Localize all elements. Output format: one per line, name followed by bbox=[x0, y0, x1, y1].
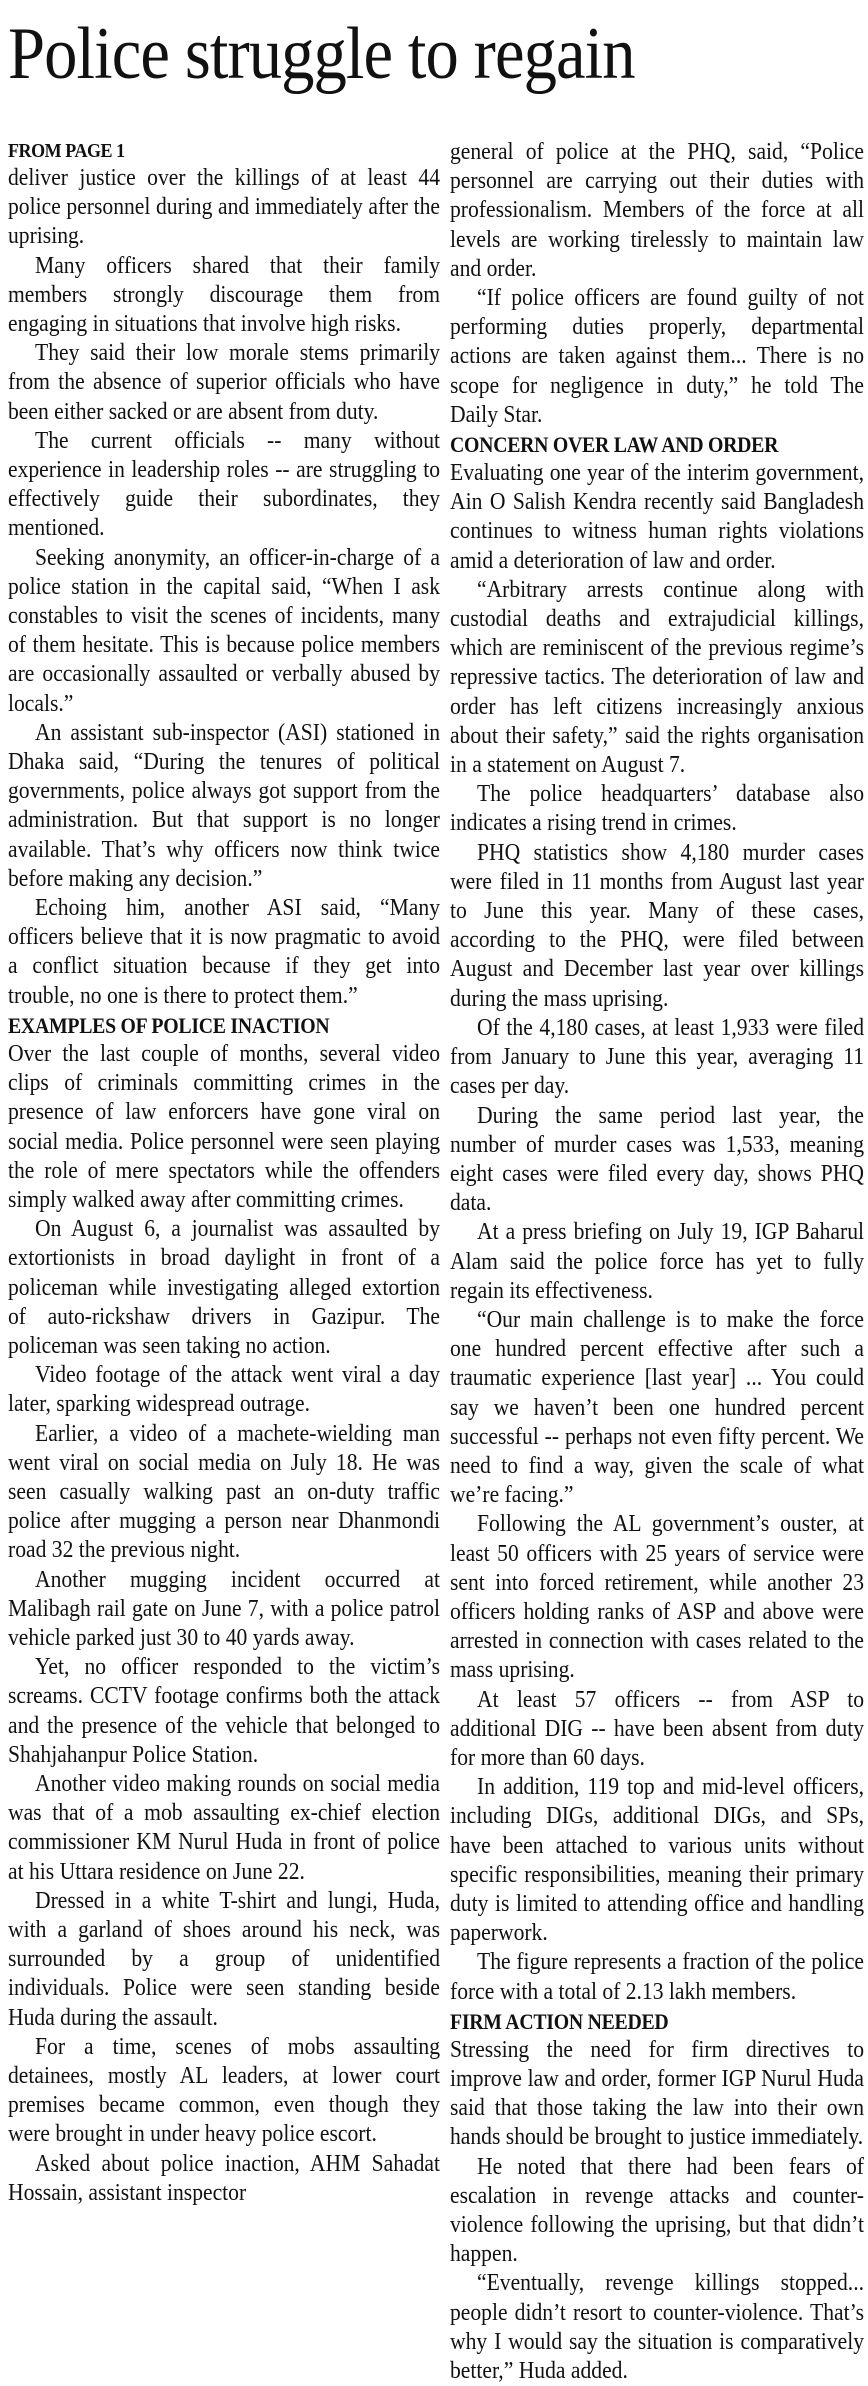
article-paragraph: The figure represents a fraction of the police force with a total of 2.13 lakh members. bbox=[450, 1949, 864, 2005]
article-paragraph: Echoing him, another ASI said, “Many officers believe that it is now pragmatic to avoid a conflict situation because if they get into trouble, no one is there to protect them.” bbox=[8, 895, 440, 1009]
article-paragraph: Seeking anonymity, an officer-in-charge of a police station in the capital said, “When I ask constables to visit the scenes of incidents, many of them hesitate. This is because police members are occasionally assaulted or verbally abused by locals.” bbox=[8, 544, 440, 717]
section-subheading: FIRM ACTION NEEDED bbox=[450, 2008, 669, 2034]
article-paragraph: They said their low morale stems primarily from the absence of superior officials who have been either sacked or are absent from duty. bbox=[8, 340, 440, 425]
article-paragraph: Earlier, a video of a machete-wielding man went viral on social media on July 18. He was seen casually walking past an on-duty traffic police after mugging a person near Dhanmondi road 32 the previous night. bbox=[8, 1420, 440, 1564]
article-paragraph: “Eventually, revenge killings stopped... people didn’t resort to counter-violence. That’s why I would say the situation is comparatively better,” Huda added. bbox=[450, 2270, 864, 2385]
article-paragraph: Many officers shared that their family members strongly discourage them from engaging in situations that involve high risks. bbox=[8, 252, 440, 338]
section-subheading: EXAMPLES OF POLICE INACTION bbox=[8, 1012, 330, 1038]
article-paragraph: On August 6, a journalist was assaulted by extortionists in broad daylight in front of a policeman while investigating alleged extortion of auto-rickshaw drivers in Gazipur. The policeman was seen taking no action. bbox=[8, 1216, 440, 1359]
article-paragraph: At a press briefing on July 19, IGP Baharul Alam said the police force has yet to fully regain its effectiveness. bbox=[450, 1219, 864, 1304]
section-subheading: CONCERN OVER LAW AND ORDER bbox=[450, 432, 779, 458]
article-paragraph: general of police at the PHQ, said, “Police personnel are carrying out their duties with professionalism. Members of the force at all levels are working tirelessly to maintain law and order. bbox=[450, 139, 864, 282]
article-paragraph: During the same period last year, the number of murder cases was 1,533, meaning eight cases were filed every day, shows PHQ data. bbox=[450, 1102, 864, 1217]
article-paragraph: deliver justice over the killings of at least 44 police personnel during and immediately after the uprising. bbox=[8, 165, 440, 250]
article-paragraph: “Arbitrary arrests continue along with custodial deaths and extrajudicial killings, which are reminiscent of the previous regime’s repressive tactics. The deterioration of law and order has left citizens increasingly anxious about their safety,” said the rights organisation in a statement on August 7. bbox=[450, 576, 864, 779]
article-paragraph: “Our main challenge is to make the force one hundred percent effective after such a traumatic experience [last year] ... You could say we haven’t been one hundred percent successful -- perhaps not even fifty percent. We need to find a way, given the scale of what we’re facing.” bbox=[450, 1306, 864, 1509]
article-column-left bbox=[8, 138, 440, 2208]
article-paragraph: Asked about police inaction, AHM Sahadat Hossain, assistant inspector bbox=[8, 2150, 440, 2206]
article-paragraph: Yet, no officer responded to the victim’s screams. CCTV footage confirms both the attack and the presence of the vehicle that belonged to Shahjahanpur Police Station. bbox=[8, 1654, 440, 1768]
article-paragraph: At least 57 officers -- from ASP to additional DIG -- have been absent from duty for more than 60 days. bbox=[450, 1686, 864, 1771]
article-paragraph: For a time, scenes of mobs assaulting detainees, mostly AL leaders, at lower court premises became common, even though they were brought in under heavy police escort. bbox=[8, 2033, 440, 2148]
article-paragraph: Over the last couple of months, several video clips of criminals committing crimes in the presence of law enforcers have gone viral on social media. Police personnel were seen playing the role of mere spectators while the offenders simply walked away after committing crimes. bbox=[8, 1040, 440, 1213]
article-paragraph: Another mugging incident occurred at Malibagh rail gate on June 7, with a police patrol vehicle parked just 30 to 40 yards away. bbox=[8, 1566, 440, 1651]
article-column-right bbox=[450, 138, 864, 2386]
article-paragraph: Following the AL government’s ouster, at least 50 officers with 25 years of service were sent into forced retirement, while another 23 officers holding ranks of ASP and above were arrested in connection with cases related to the mass uprising. bbox=[450, 1511, 864, 1684]
article-paragraph: Stressing the need for firm directives to improve law and order, former IGP Nurul Huda said that those taking the law into their own hands should be brought to justice immediately. bbox=[450, 2036, 864, 2151]
headline: Police struggle to regain bbox=[8, 13, 635, 95]
article-paragraph: He noted that there had been fears of escalation in revenge attacks and counter-violence following the uprising, but that didn’t happen. bbox=[450, 2153, 864, 2268]
article-paragraph: Another video making rounds on social media was that of a mob assaulting ex-chief election commissioner KM Nurul Huda in front of police at his Uttara residence on June 22. bbox=[8, 1770, 440, 1885]
article-paragraph: PHQ statistics show 4,180 murder cases were filed in 11 months from August last year to June this year. Many of these cases, according to the PHQ, were filed between August and December last year over killings during the mass uprising. bbox=[450, 839, 864, 1012]
article-paragraph: Of the 4,180 cases, at least 1,933 were filed from January to June this year, averaging 11 cases per day. bbox=[450, 1014, 864, 1100]
article-paragraph: The current officials -- many without experience in leadership roles -- are struggling to effectively guide their subordinates, they mentioned. bbox=[8, 427, 440, 542]
article-paragraph: Evaluating one year of the interim government, Ain O Salish Kendra recently said Bangladesh continues to witness human rights violations amid a deterioration of law and order. bbox=[450, 460, 864, 574]
article-paragraph: Dressed in a white T-shirt and lungi, Huda, with a garland of shoes around his neck, was surrounded by a group of unidentified individuals. Police were seen standing beside Huda during the assault. bbox=[8, 1887, 440, 2031]
article-paragraph: In addition, 119 top and mid-level officers, including DIGs, additional DIGs, and SPs, have been attached to various units without specific responsibilities, meaning their primary duty is limited to attending office and handling paperwork. bbox=[450, 1774, 864, 1947]
article-paragraph: “If police officers are found guilty of not performing duties properly, departmental actions are taken against them... There is no scope for negligence in duty,” he told The Daily Star. bbox=[450, 285, 864, 428]
article-paragraph: The police headquarters’ database also indicates a rising trend in crimes. bbox=[450, 781, 864, 837]
article-paragraph: Video footage of the attack went viral a day later, sparking widespread outrage. bbox=[8, 1362, 440, 1418]
article-paragraph: An assistant sub-inspector (ASI) stationed in Dhaka said, “During the tenures of political governments, police always got support from the administration. But that support is no longer available. That’s why officers now think twice before making any decision.” bbox=[8, 719, 440, 892]
continued-from-label: FROM PAGE 1 bbox=[8, 140, 125, 162]
